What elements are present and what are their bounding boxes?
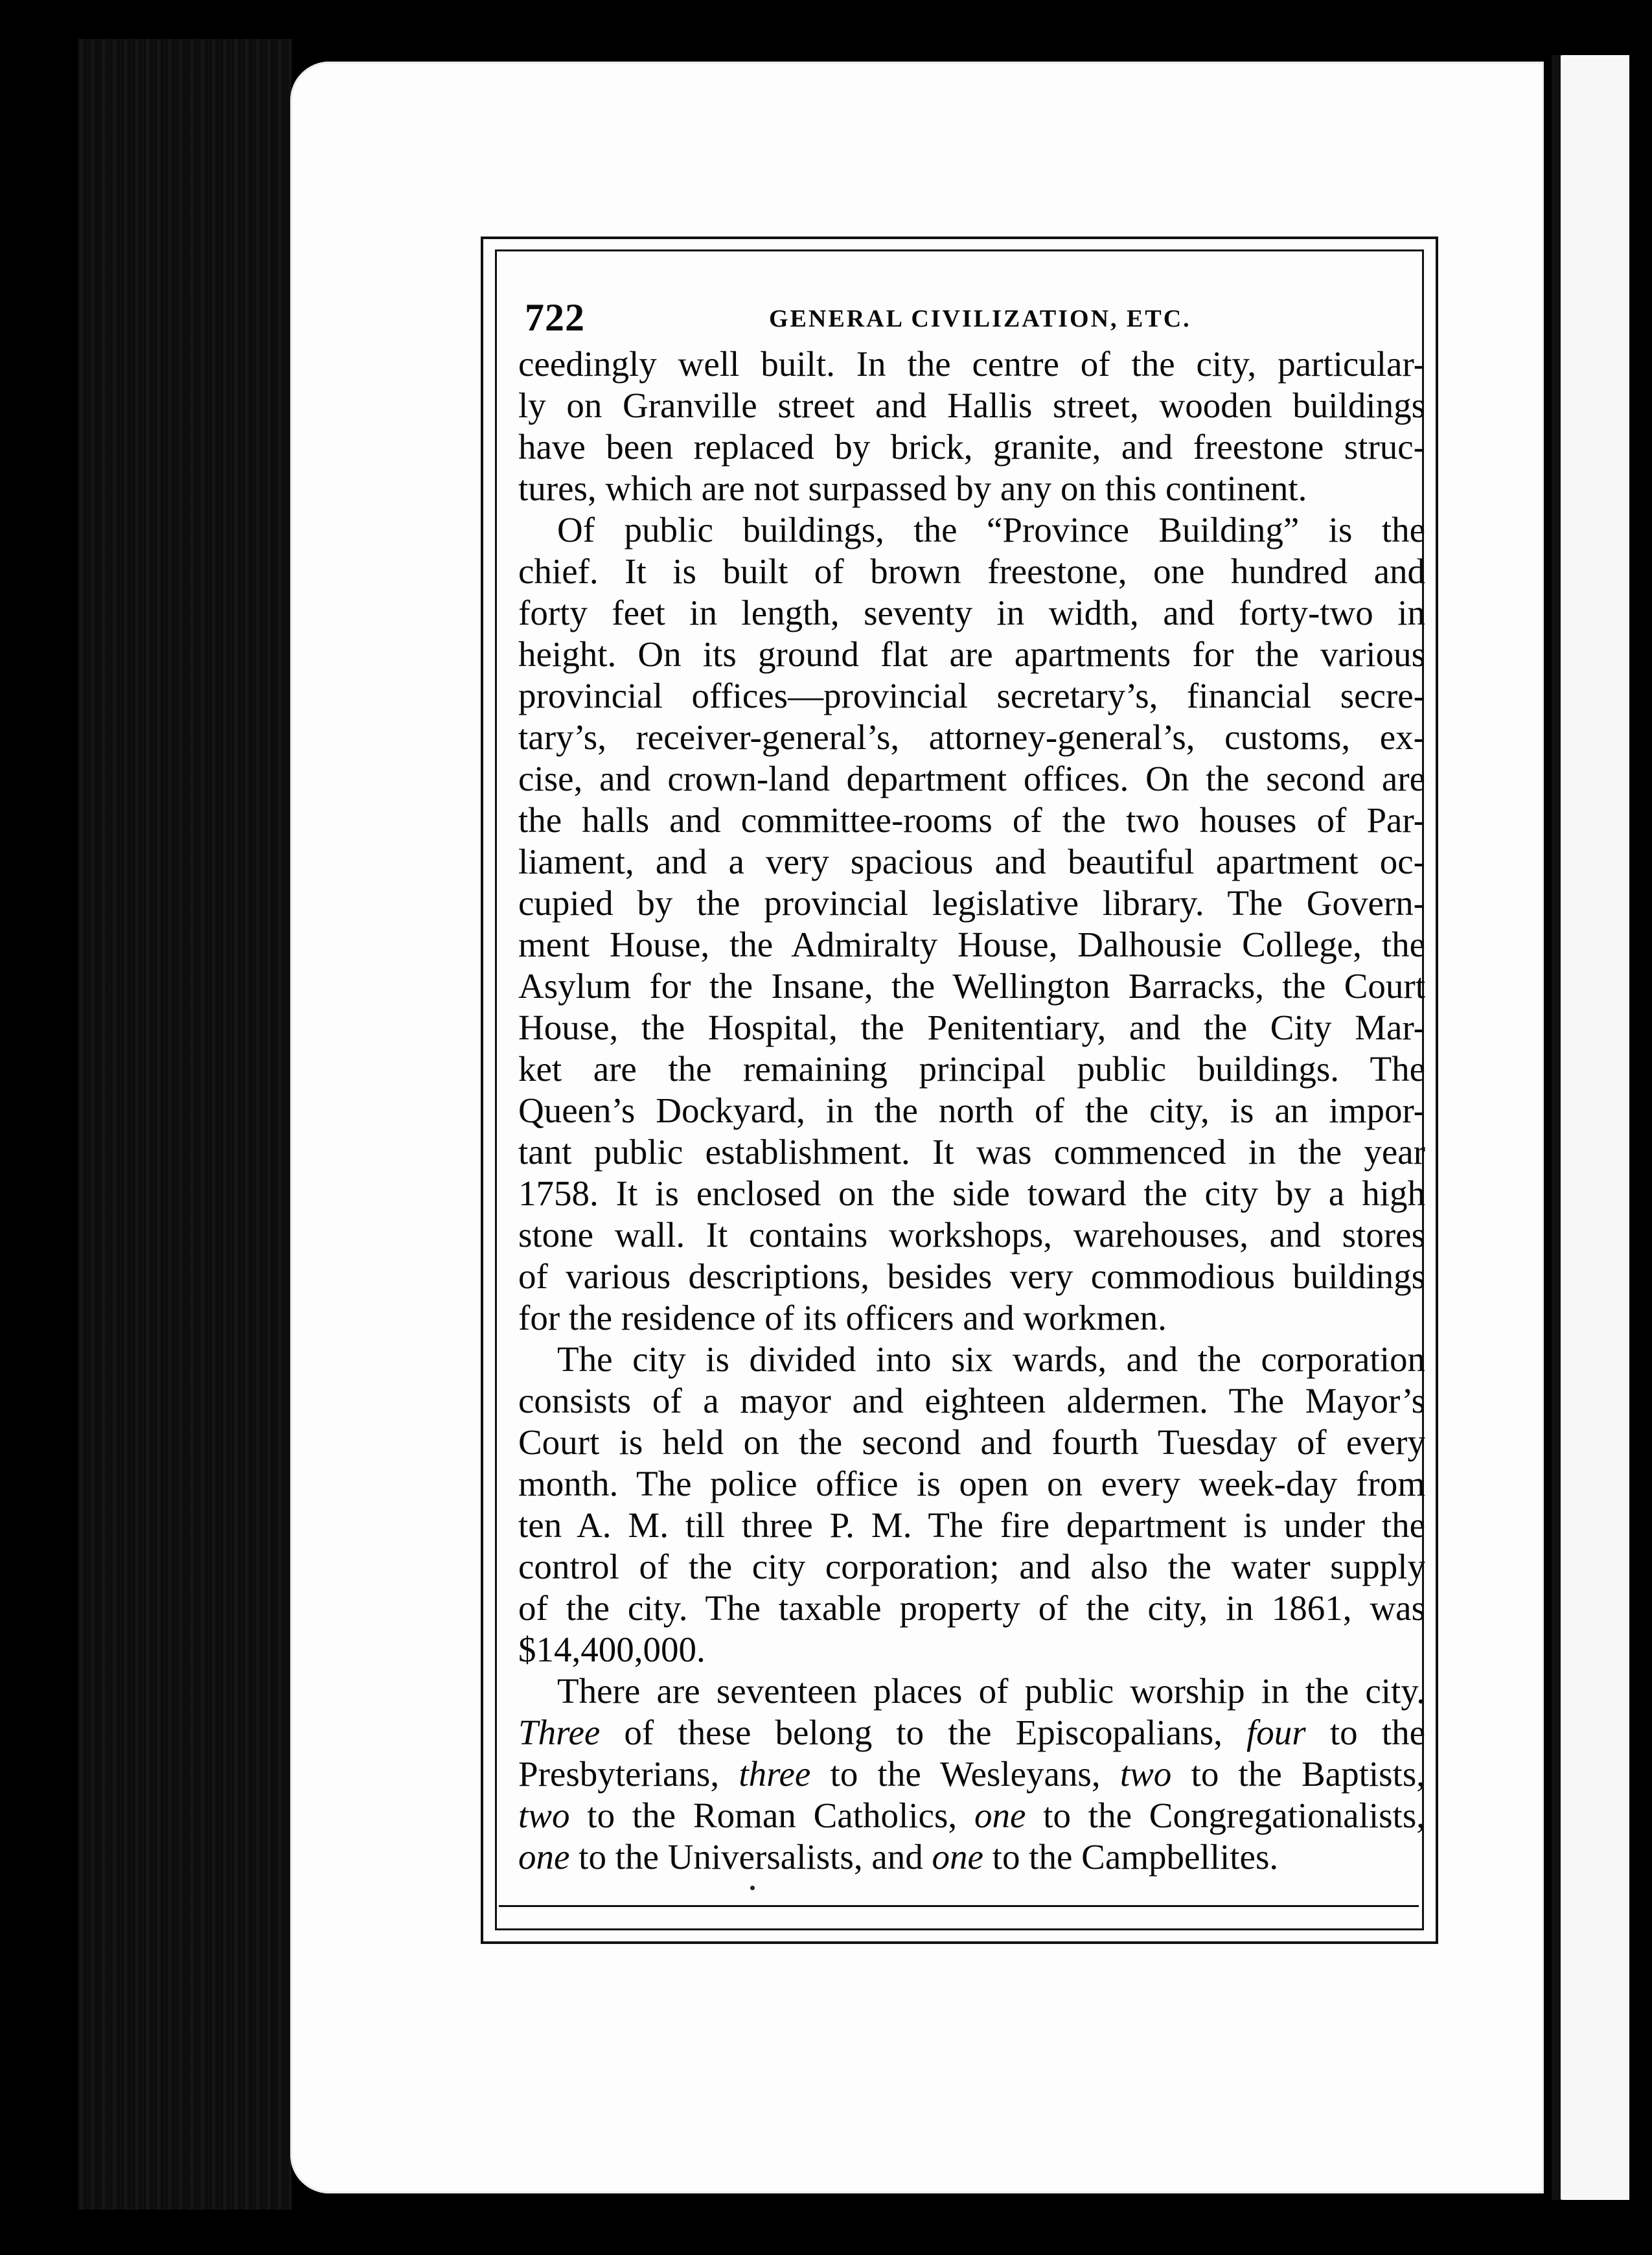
running-head-title: GENERAL CIVILIZATION, ETC. <box>769 305 1191 332</box>
text-line: tant public establishment. It was commenced in the year <box>518 1132 1425 1172</box>
text-line: Three of these belong to the Episcopalians, four to the <box>518 1713 1425 1752</box>
text-line: of the city. The taxable property of the city, in 1861, was <box>518 1588 1425 1628</box>
running-head <box>518 285 1425 343</box>
text-line: Queen’s Dockyard, in the north of the city, is an impor- <box>518 1091 1425 1130</box>
text-line: Asylum for the Insane, the Wellington Barracks, the Court <box>518 966 1425 1006</box>
text-line: ly on Granville street and Hallis street, wooden buildings <box>518 386 1425 425</box>
text-line: consists of a mayor and eighteen aldermen. The Mayor’s <box>518 1381 1425 1420</box>
text-line: ket are the remaining principal public buildings. The <box>518 1049 1425 1089</box>
text-line: Presbyterians, three to the Wesleyans, two to the Baptists, <box>518 1754 1425 1794</box>
text-line: Of public buildings, the “Province Building” is the <box>557 510 1425 549</box>
text-line: for the residence of its officers and workmen. <box>518 1298 1167 1337</box>
text-line: ment House, the Admiralty House, Dalhousie College, the <box>518 925 1425 964</box>
text-line: cupied by the provincial legislative library. The Govern- <box>518 883 1425 923</box>
page-text <box>518 285 1425 1878</box>
body-text <box>518 343 1425 1878</box>
text-line: There are seventeen places of public worship in the city. <box>557 1671 1425 1711</box>
page-number: 722 <box>525 296 585 339</box>
text-line: the halls and committee-rooms of the two houses of Par- <box>518 800 1425 840</box>
text-line: control of the city corporation; and also the water supply <box>518 1547 1425 1586</box>
text-line: liament, and a very spacious and beautiful apartment oc- <box>518 842 1425 881</box>
page-border-bottom-rule <box>499 1905 1419 1907</box>
book-spine <box>78 39 292 2210</box>
text-line: $14,400,000. <box>518 1630 706 1669</box>
bottom-ornament-dot <box>750 1886 755 1890</box>
text-line: ten A. M. till three P. M. The fire department is under the <box>518 1505 1425 1545</box>
text-line: chief. It is built of brown freestone, one hundred and <box>518 551 1425 591</box>
text-line: tures, which are not surpassed by any on this continent. <box>518 468 1307 508</box>
text-line: cise, and crown-land department offices. On the second are <box>518 759 1425 798</box>
text-line: The city is divided into six wards, and the corporation <box>557 1339 1425 1379</box>
text-line: 1758. It is enclosed on the side toward the city by a high <box>518 1174 1425 1213</box>
text-line: ceedingly well built. In the centre of the city, particular- <box>518 344 1425 384</box>
text-line: stone wall. It contains workshops, warehouses, and stores <box>518 1215 1425 1255</box>
text-line: height. On its ground flat are apartments for the various <box>518 634 1425 674</box>
text-line: have been replaced by brick, granite, and freestone struc- <box>518 427 1425 467</box>
text-line: House, the Hospital, the Penitentiary, and the City Mar- <box>518 1008 1425 1047</box>
text-line: forty feet in length, seventy in width, and forty-two in <box>518 593 1425 632</box>
text-line: Court is held on the second and fourth Tuesday of every <box>518 1422 1425 1462</box>
facing-page-edge <box>1552 55 1629 2200</box>
text-line: provincial offices—provincial secretary’s, financial secre- <box>518 676 1425 715</box>
text-line: of various descriptions, besides very commodious buildings <box>518 1256 1425 1296</box>
text-line: two to the Roman Catholics, one to the Congregationalists, <box>518 1796 1425 1835</box>
text-line: month. The police office is open on every week-day from <box>518 1464 1425 1503</box>
text-line: tary’s, receiver-general’s, attorney-general’s, customs, ex- <box>518 717 1425 757</box>
text-line: one to the Universalists, and one to the Campbellites. <box>518 1837 1279 1877</box>
